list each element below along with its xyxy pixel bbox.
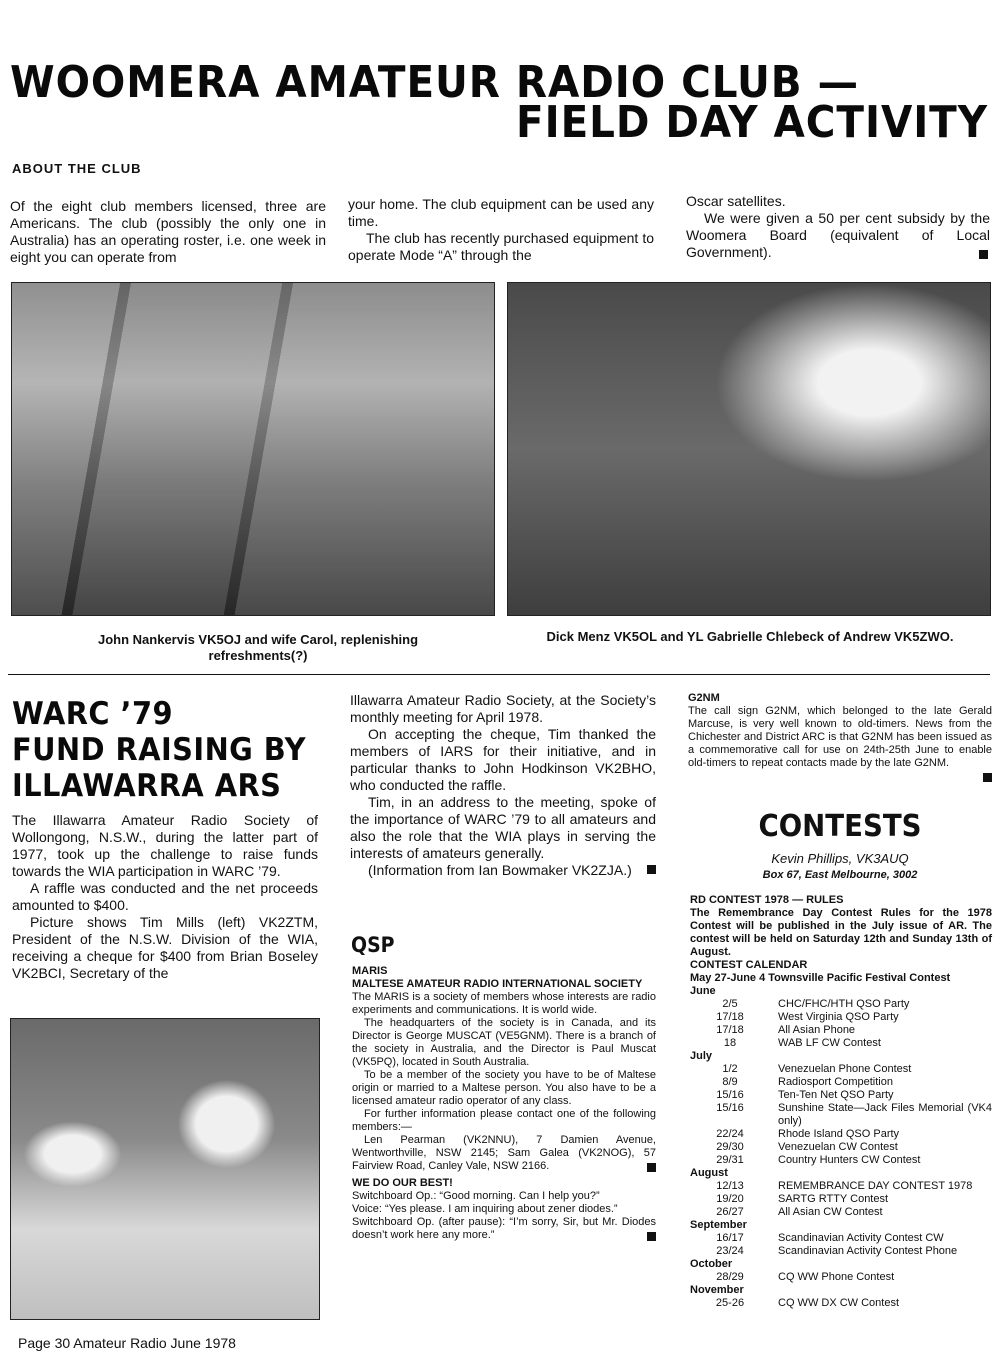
calendar-event: Scandinavian Activity Contest Phone <box>778 1245 958 1257</box>
best-p3: Switchboard Op. (after pause): “I’m sorry, Sir, but Mr. Diodes doesn’t work here any more.” <box>352 1216 656 1241</box>
calendar-month: September <box>690 1219 747 1231</box>
calendar-event: CQ WW DX CW Contest <box>778 1297 900 1309</box>
warc-heading-line-2: FUND RAISING BY <box>12 732 307 768</box>
warc-p7-text: (Information from Ian Bowmaker VK2ZJA.) <box>368 862 632 878</box>
maris-p2: The headquarters of the society is in Canada, and its Director is George MUSCAT (VE5GNM). There is a branch of the society in Australia, and the Director is Paul Muscat (VK5PQ), located in South Australia. <box>352 1017 656 1068</box>
about-col3-p2: We were given a 50 per cent subsidy by the Woomera Board (equivalent of Local Government). <box>686 210 990 260</box>
contest-calendar <box>690 985 992 1310</box>
calendar-date: 12/13 <box>716 1180 744 1192</box>
calendar-month-row <box>690 1050 992 1063</box>
calendar-date: 22/24 <box>716 1128 744 1140</box>
calendar-event: Venezuelan Phone Contest <box>778 1063 912 1075</box>
calendar-month-row <box>690 1284 992 1297</box>
about-col3-p1: Oscar satellites. <box>686 193 786 209</box>
warc-p3: Picture shows Tim Mills (left) VK2ZTM, President of the N.S.W. Division of the WIA, receiving a cheque for $400 from Brian Boseley VK2BCI, Secretary of the <box>12 914 318 981</box>
end-mark <box>983 773 992 782</box>
calendar-month: August <box>690 1167 728 1179</box>
about-heading: ABOUT THE CLUB <box>12 161 142 176</box>
calendar-entry <box>690 1271 992 1284</box>
contests-author: Kevin Phillips, VK3AUQ <box>771 851 909 866</box>
calendar-month: November <box>690 1284 744 1296</box>
calendar-entry <box>690 1011 992 1024</box>
calendar-event: CHC/FHC/HTH QSO Party <box>778 998 910 1010</box>
calendar-entry <box>690 1193 992 1206</box>
calendar-date: 15/16 <box>716 1089 744 1101</box>
calendar-heading: CONTEST CALENDAR <box>690 959 808 971</box>
qsp-heading: QSP <box>351 933 395 957</box>
about-col1-text: Of the eight club members licensed, three are Americans. The club (possibly the only one in Australia) has an operating roster, i.e. one week in eight you can operate from <box>10 198 326 265</box>
calendar-entry <box>690 1037 992 1050</box>
maris-p5: Len Pearman (VK2NNU), 7 Damien Avenue, Wentworthville, NSW 2145; Sam Galea (VK2NOG), 57 Fairview Road, Canley Vale, NSW 2166. <box>352 1134 656 1172</box>
calendar-event: WAB LF CW Contest <box>778 1037 881 1049</box>
calendar-event: All Asian CW Contest <box>778 1206 883 1218</box>
calendar-date: 19/20 <box>716 1193 744 1205</box>
calendar-event: All Asian Phone <box>778 1024 856 1036</box>
calendar-entry <box>690 1206 992 1219</box>
calendar-entry <box>690 1297 992 1310</box>
contests-heading: CONTESTS <box>758 809 922 844</box>
calendar-date: 17/18 <box>716 1024 744 1036</box>
warc-column-2 <box>350 692 656 879</box>
calendar-entry <box>690 1089 992 1102</box>
g2nm-heading: G2NM <box>688 692 720 704</box>
calendar-date: 18 <box>723 1037 737 1049</box>
calendar-entry <box>690 1141 992 1154</box>
maris-p1: The MARIS is a society of members whose interests are radio experiments and communications. It is world wide. <box>352 991 656 1016</box>
calendar-month-row <box>690 1219 992 1232</box>
warc-p7 <box>350 862 656 879</box>
calendar-month: October <box>690 1258 733 1270</box>
page-footer: Page 30 Amateur Radio June 1978 <box>18 1335 236 1351</box>
photo-left-caption: John Nankervis VK5OJ and wife Carol, replenishing refreshments(?) <box>97 632 419 663</box>
best-p1: Switchboard Op.: “Good morning. Can I help you?” <box>352 1190 600 1202</box>
end-mark <box>647 1163 656 1172</box>
photo-right-caption: Dick Menz VK5OL and YL Gabrielle Chlebeck of Andrew VK5ZWO. <box>546 629 954 644</box>
calendar-event: Rhode Island QSO Party <box>778 1128 900 1140</box>
calendar-entry <box>690 1232 992 1245</box>
warc-p5: On accepting the cheque, Tim thanked the members of IARS for their initiative, and in particular thanks to John Hodkinson VK2BHO, who conducted the raffle. <box>350 726 656 793</box>
about-column-1 <box>10 198 326 266</box>
best-p3-wrap <box>352 1216 656 1242</box>
contests-body <box>690 894 992 1310</box>
warc-p1: The Illawarra Amateur Radio Society of Wollongong, N.S.W., during the latter part of 1977, took up the challenge to raise funds towards the WIA participation in WARC ’79. <box>12 812 318 879</box>
calendar-entry <box>690 1180 992 1193</box>
calendar-month: July <box>690 1050 713 1062</box>
calendar-event: West Virginia QSO Party <box>778 1011 899 1023</box>
headline-line-2: FIELD DAY ACTIVITY <box>516 97 988 148</box>
calendar-event: REMEMBRANCE DAY CONTEST 1978 <box>778 1180 973 1192</box>
calendar-month: June <box>690 985 716 997</box>
calendar-entry <box>690 998 992 1011</box>
best-p2: Voice: “Yes please. I am inquiring about zener diodes.” <box>352 1203 618 1215</box>
about-column-3 <box>686 193 990 261</box>
calendar-date: 29/30 <box>716 1141 744 1153</box>
calendar-event: CQ WW Phone Contest <box>778 1271 895 1283</box>
calendar-date: 25-26 <box>715 1297 745 1309</box>
calendar-entry <box>690 1063 992 1076</box>
maris-p5-wrap <box>352 1134 656 1173</box>
warc-column-1 <box>12 812 318 982</box>
calendar-entry <box>690 1102 992 1128</box>
warc-heading-line-1: WARC ’79 <box>12 696 174 732</box>
about-col2-p1: your home. The club equipment can be used any time. <box>348 196 654 229</box>
calendar-date: 15/16 <box>716 1102 744 1114</box>
end-mark <box>647 865 656 874</box>
calendar-event: Sunshine State—Jack Files Memorial (VK4 only) <box>778 1102 992 1127</box>
calendar-event: Ten-Ten Net QSO Party <box>778 1089 894 1101</box>
qsp-column <box>352 965 656 1242</box>
end-mark <box>979 250 988 259</box>
calendar-month-row <box>690 1258 992 1271</box>
calendar-date: 28/29 <box>716 1271 744 1283</box>
rd-text: The Remembrance Day Contest Rules for the 1978 Contest will be published in the July issue of AR. The contest will be held on Saturday 12th and Sunday 13th of August. <box>690 907 992 958</box>
best-heading: WE DO OUR BEST! <box>352 1177 453 1189</box>
calendar-may-line: May 27-June 4 Townsville Pacific Festival Contest <box>690 972 951 984</box>
calendar-date: 8/9 <box>722 1076 738 1088</box>
photo-handshake <box>10 1018 320 1320</box>
photo-menz <box>507 282 991 616</box>
headline-line-1: WOOMERA AMATEUR RADIO CLUB — <box>10 57 859 108</box>
warc-p6: Tim, in an address to the meeting, spoke of the importance of WARC ’79 to all amateurs and also the role that the WIA plays in serving the interests of amateurs generally. <box>350 794 656 861</box>
calendar-entry <box>690 1245 992 1258</box>
maris-p3: To be a member of the society you have to be of Maltese origin or married to a Maltese person. You also have to be a licensed amateur radio operator of any class. <box>352 1069 656 1107</box>
calendar-date: 2/5 <box>722 998 738 1010</box>
calendar-entry <box>690 1154 992 1167</box>
calendar-event: Scandinavian Activity Contest CW <box>778 1232 944 1244</box>
maris-heading: MARIS <box>352 965 388 977</box>
g2nm-column <box>688 692 992 782</box>
maris-p4: For further information please contact one of the following members:— <box>352 1108 656 1133</box>
calendar-month-row <box>690 1167 992 1180</box>
g2nm-text: The call sign G2NM, which belonged to the late Gerald Marcuse, is very well known to old-timers. News from the Chichester and District ARC is that G2NM has been issued as a commemorative call for use on 24th-25th June to enable old-timers to repeat contacts made by the late G2NM. <box>688 705 992 769</box>
calendar-month-row <box>690 985 992 998</box>
end-mark <box>647 1232 656 1241</box>
calendar-date: 1/2 <box>722 1063 738 1075</box>
contests-address: Box 67, East Melbourne, 3002 <box>762 869 918 881</box>
calendar-event: Country Hunters CW Contest <box>778 1154 921 1166</box>
warc-heading-line-3: ILLAWARRA ARS <box>12 768 282 804</box>
maris-subheading: MALTESE AMATEUR RADIO INTERNATIONAL SOCIETY <box>352 978 643 990</box>
calendar-date: 26/27 <box>716 1206 744 1218</box>
calendar-date: 17/18 <box>716 1011 744 1023</box>
calendar-date: 29/31 <box>716 1154 744 1166</box>
warc-p2: A raffle was conducted and the net proceeds amounted to $400. <box>12 880 318 913</box>
calendar-event: SARTG RTTY Contest <box>778 1193 889 1205</box>
calendar-entry <box>690 1128 992 1141</box>
calendar-entry <box>690 1024 992 1037</box>
calendar-event: Venezuelan CW Contest <box>778 1141 898 1153</box>
calendar-event: Radiosport Competition <box>778 1076 893 1088</box>
calendar-entry <box>690 1076 992 1089</box>
photo-nankervis <box>11 282 495 616</box>
calendar-date: 23/24 <box>716 1245 744 1257</box>
about-column-2 <box>348 196 654 264</box>
calendar-date: 16/17 <box>716 1232 744 1244</box>
about-col2-p2: The club has recently purchased equipment to operate Mode “A” through the <box>348 230 654 263</box>
section-divider <box>8 674 990 675</box>
warc-p4: Illawarra Amateur Radio Society, at the Society’s monthly meeting for April 1978. <box>350 692 656 725</box>
rd-heading: RD CONTEST 1978 — RULES <box>690 894 844 906</box>
